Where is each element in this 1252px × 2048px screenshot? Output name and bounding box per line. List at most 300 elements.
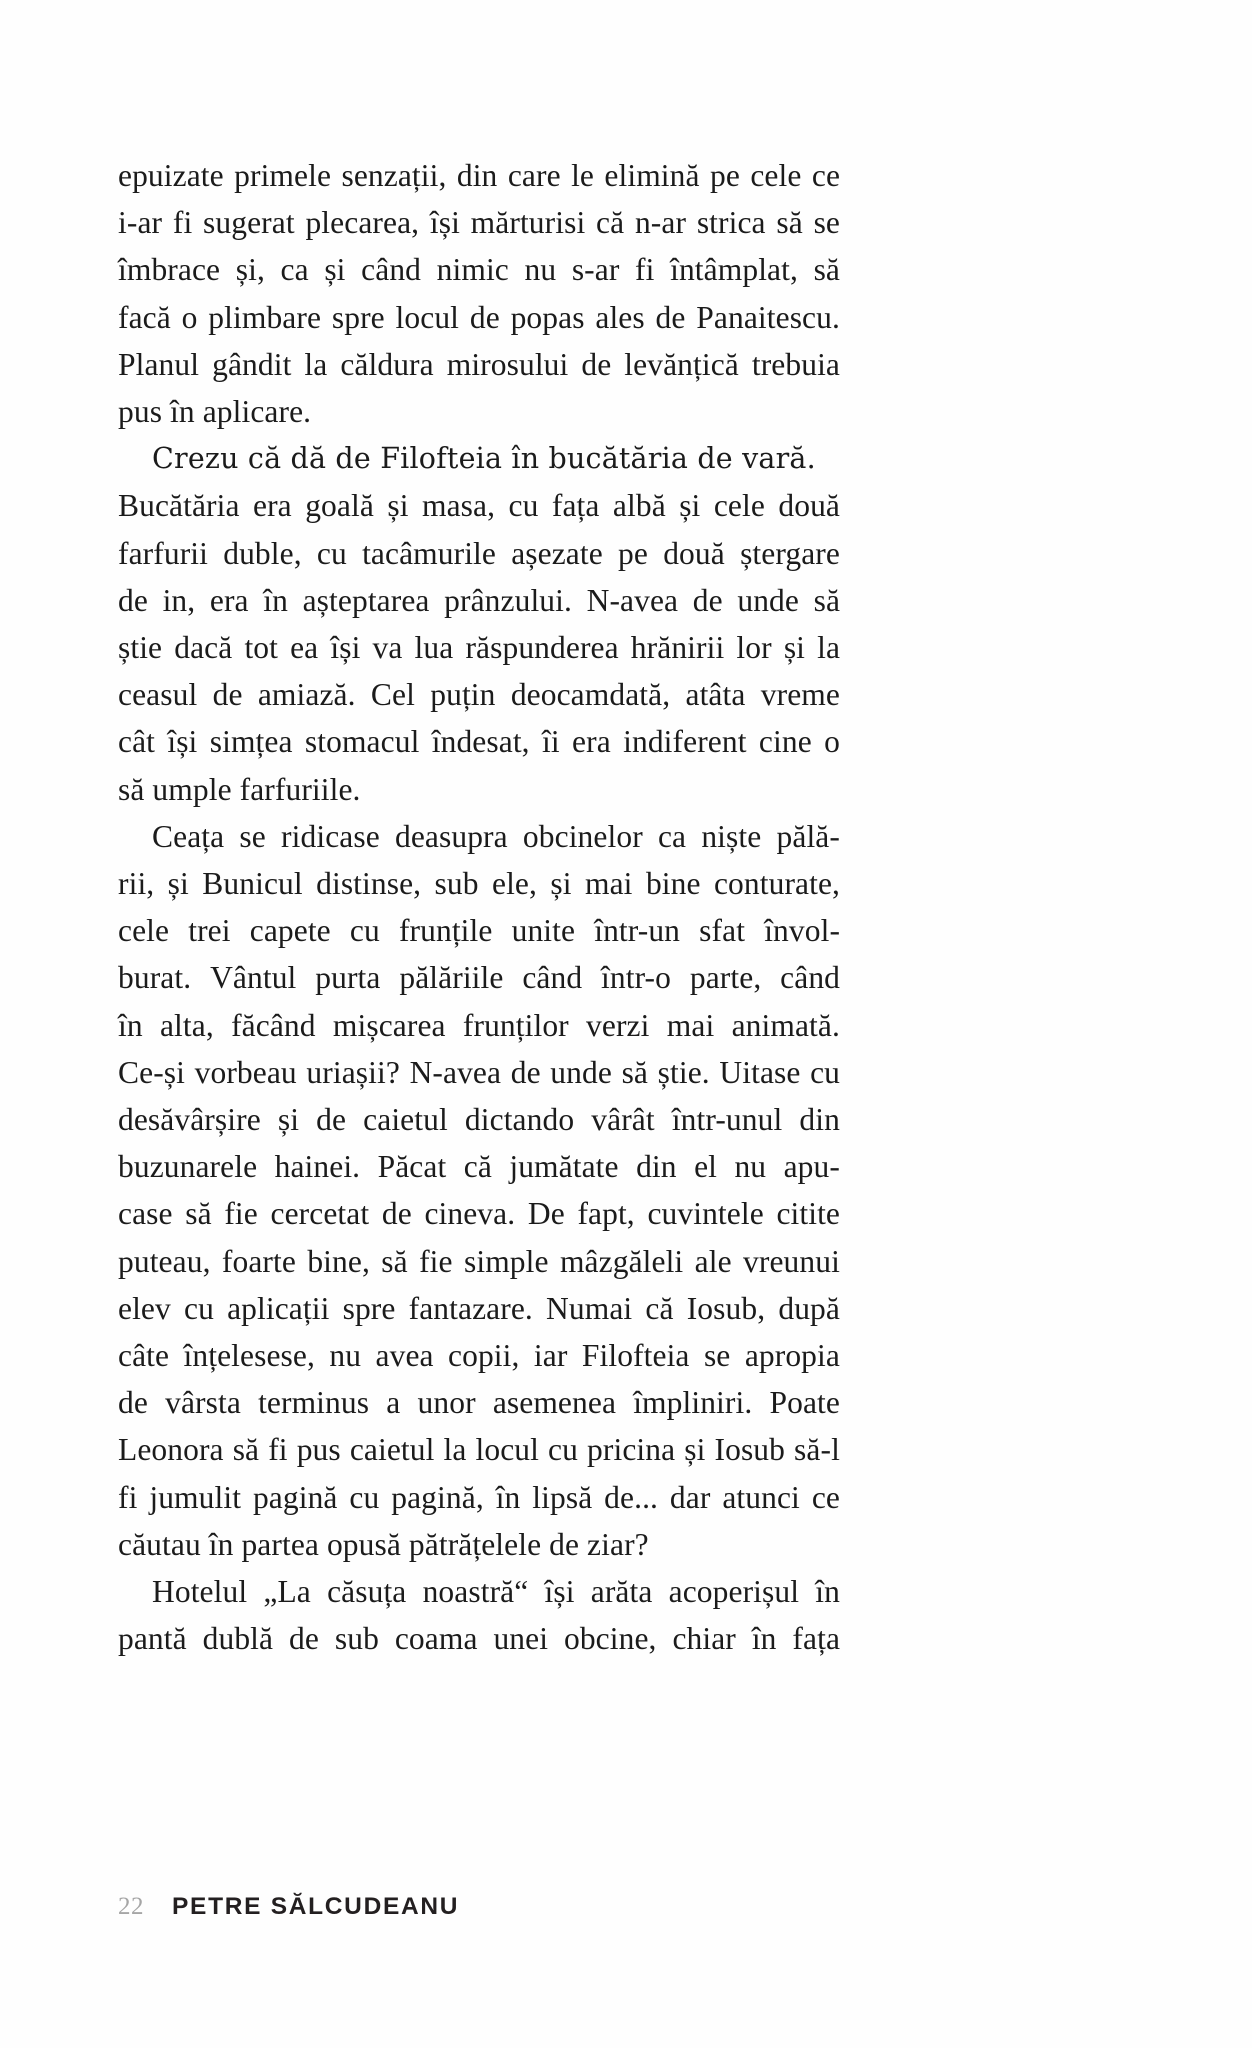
- word: buzunarele: [118, 1149, 258, 1185]
- word-space: [249, 577, 264, 624]
- word-space: [295, 199, 306, 246]
- word: să: [185, 1196, 212, 1232]
- word: fața: [792, 1621, 841, 1657]
- word-space: [515, 1190, 528, 1237]
- word-space: [541, 1049, 551, 1096]
- word-space: [572, 860, 585, 907]
- word-space: [240, 482, 253, 529]
- word: și: [277, 1102, 300, 1138]
- word: cine: [758, 724, 812, 760]
- word: caietul: [363, 1102, 448, 1138]
- word: cercetat: [270, 1196, 370, 1232]
- word: o: [181, 299, 198, 335]
- word: într-un: [594, 913, 681, 949]
- word: îi: [541, 724, 560, 760]
- word-space: [752, 1379, 769, 1426]
- word: N-avea: [586, 582, 679, 618]
- word: spre: [342, 1290, 396, 1326]
- word: cu: [810, 1054, 841, 1090]
- text-line: [118, 718, 840, 765]
- word: apu-: [783, 1149, 840, 1185]
- word: noastră“: [422, 1574, 529, 1610]
- word-space: [155, 718, 167, 765]
- word-space: [508, 813, 523, 860]
- word: Iosub: [714, 1432, 785, 1468]
- word-space: [700, 482, 713, 529]
- word-space: [666, 482, 679, 529]
- word: mai: [666, 1007, 715, 1043]
- word-space: [316, 1002, 333, 1049]
- text-line: [118, 1285, 840, 1332]
- word-space: [520, 1332, 534, 1379]
- word-space: [772, 624, 784, 671]
- word: la: [443, 1432, 467, 1468]
- word: și: [550, 866, 572, 902]
- word: cuvintele: [647, 1196, 764, 1232]
- word: atâta: [685, 677, 746, 713]
- word: ridicase: [281, 818, 380, 854]
- word-space: [395, 1285, 408, 1332]
- word-space: [766, 1143, 783, 1190]
- body-text-column: [118, 152, 840, 1663]
- word: obcinelor: [522, 818, 643, 854]
- word: Filofteia: [581, 1338, 690, 1374]
- word-space: [360, 624, 372, 671]
- word: de: [381, 1196, 412, 1232]
- word: capete: [249, 913, 331, 949]
- word: de: [316, 1102, 347, 1138]
- word: să-l: [794, 1432, 840, 1468]
- word-space: [710, 1049, 720, 1096]
- word: primele: [234, 158, 332, 193]
- word-space: [318, 624, 330, 671]
- word: căsuța: [327, 1574, 407, 1610]
- word: jumătate: [509, 1149, 619, 1185]
- text-line: [118, 341, 840, 388]
- word: ele,: [492, 866, 537, 902]
- word: stomacul: [304, 724, 420, 760]
- word-space: [565, 1190, 578, 1237]
- word-space: [740, 152, 750, 199]
- word-space: [380, 813, 395, 860]
- word-space: [705, 1426, 714, 1473]
- word: rii,: [118, 866, 155, 902]
- word-space: [293, 718, 305, 765]
- word-space: [329, 1285, 342, 1332]
- word-space: [800, 1474, 812, 1521]
- word-space: [148, 1379, 165, 1426]
- word: așteptarea: [302, 582, 430, 618]
- word-space: [195, 577, 210, 624]
- word: hainei.: [274, 1149, 361, 1185]
- word: prânzului.: [444, 582, 572, 618]
- word-space: [701, 860, 714, 907]
- word: întâmplat,: [670, 252, 798, 288]
- word-space: [241, 1379, 258, 1426]
- word: goală: [305, 488, 374, 524]
- word-space: [309, 246, 325, 293]
- word: case: [118, 1196, 173, 1232]
- word-space: [191, 954, 210, 1001]
- word: de: [289, 1621, 319, 1657]
- paragraph-indent: [118, 813, 152, 860]
- word: Panaitescu.: [696, 299, 840, 335]
- text-line: [118, 1332, 840, 1379]
- word-space: [453, 1238, 464, 1285]
- word: și: [324, 252, 346, 288]
- word: s-ar: [571, 252, 620, 288]
- word: lua: [414, 630, 454, 666]
- text-line: [118, 1615, 840, 1662]
- word-space: [331, 907, 350, 954]
- word-space: [446, 1002, 463, 1049]
- word: în: [751, 1621, 777, 1657]
- word: cu: [316, 535, 347, 571]
- word-space: [501, 1049, 511, 1096]
- word: jumulit: [149, 1479, 242, 1515]
- word-space: [650, 1002, 667, 1049]
- word-space: [632, 1285, 645, 1332]
- word: purta: [315, 960, 381, 996]
- text-line: [118, 199, 840, 246]
- word: unite: [511, 913, 576, 949]
- word: masa,: [421, 488, 496, 524]
- running-head-author: PETRE SĂLCUDEANU: [172, 1893, 460, 1920]
- word: conturate,: [713, 866, 841, 902]
- word: Iosub,: [686, 1290, 766, 1326]
- word-space: [736, 1615, 752, 1662]
- word-space: [611, 718, 623, 765]
- word-space: [803, 199, 814, 246]
- word-space: [243, 671, 258, 718]
- word-space: [419, 718, 431, 765]
- word: simple: [463, 1243, 549, 1279]
- word-space: [224, 1426, 233, 1473]
- word: de: [581, 346, 612, 382]
- word-space: [400, 1049, 410, 1096]
- word-space: [594, 152, 604, 199]
- word: vârsta: [165, 1385, 241, 1421]
- word: se: [703, 1338, 731, 1374]
- word: fi: [172, 205, 193, 241]
- word-space: [311, 1568, 327, 1615]
- word-space: [231, 907, 250, 954]
- word: N-avea: [409, 1054, 502, 1090]
- word-space: [224, 813, 239, 860]
- word-space: [208, 530, 223, 577]
- text-line: [118, 1190, 840, 1237]
- word: dublă: [202, 1621, 274, 1657]
- word-space: [619, 624, 631, 671]
- word-space: [360, 1143, 377, 1190]
- word-space: [278, 624, 290, 671]
- word: Numai: [546, 1290, 633, 1326]
- word-space: [538, 482, 551, 529]
- word-space: [185, 1049, 195, 1096]
- text-line: [118, 860, 840, 907]
- word: de: [469, 299, 500, 335]
- word: într-unul: [671, 1102, 783, 1138]
- word: fie: [419, 1243, 453, 1279]
- word: parte,: [689, 960, 762, 996]
- word: Planul: [118, 346, 200, 382]
- word-space: [723, 577, 738, 624]
- word-space: [406, 1568, 422, 1615]
- word-space: [315, 1332, 329, 1379]
- word: și: [167, 866, 189, 902]
- word-space: [585, 294, 596, 341]
- word-space: [224, 152, 234, 199]
- word-space: [173, 1190, 186, 1237]
- word: puteau,: [118, 1243, 211, 1279]
- word: după: [778, 1290, 840, 1326]
- word-space: [434, 1426, 443, 1473]
- word-space: [643, 813, 658, 860]
- word: puțin: [430, 677, 496, 713]
- text-line: [118, 1474, 840, 1521]
- word: indiferent: [623, 724, 747, 760]
- word-space: [799, 1568, 815, 1615]
- word-space: [528, 1568, 544, 1615]
- text-line: [118, 1143, 840, 1190]
- word: Bunicul: [202, 866, 303, 902]
- text-line: [118, 671, 840, 718]
- word: în: [118, 1007, 143, 1043]
- word: Ceața: [152, 818, 225, 854]
- text-line: pus în aplicare.: [118, 394, 312, 430]
- word: elev: [118, 1290, 171, 1326]
- word-space: [292, 482, 305, 529]
- word-space: [421, 246, 437, 293]
- word: să: [813, 582, 841, 618]
- word-space: [374, 482, 387, 529]
- word: să: [381, 1243, 408, 1279]
- word-space: [745, 671, 760, 718]
- word-space: [198, 294, 209, 341]
- text-line: [118, 1238, 840, 1285]
- word-space: [714, 1002, 731, 1049]
- word: „La: [263, 1574, 311, 1610]
- word-space: [496, 671, 511, 718]
- word: cele: [713, 488, 765, 524]
- word-space: [592, 1474, 604, 1521]
- word-space: [812, 718, 824, 765]
- text-line: [118, 954, 840, 1001]
- word: unor: [417, 1385, 476, 1421]
- text-line: [118, 1426, 840, 1473]
- word-space: [648, 530, 663, 577]
- text-line: [118, 1379, 840, 1426]
- word-space: [657, 1615, 673, 1662]
- word-space: [412, 1190, 425, 1237]
- text-line: [118, 813, 840, 860]
- word: senzații,: [341, 158, 447, 193]
- word: ca: [280, 252, 309, 288]
- word: de: [212, 677, 243, 713]
- word: duble,: [223, 535, 302, 571]
- word-space: [409, 482, 422, 529]
- word: apropia: [744, 1338, 840, 1374]
- word: deasupra: [394, 818, 508, 854]
- word-space: [319, 1615, 335, 1662]
- word-space: [148, 577, 163, 624]
- word-space: [658, 1474, 670, 1521]
- word: își: [429, 205, 460, 241]
- word-space: [568, 341, 581, 388]
- word-space: [479, 860, 492, 907]
- word-space: [503, 954, 522, 1001]
- word: n-ar: [634, 205, 687, 241]
- word: arăta: [590, 1574, 653, 1610]
- word-space: [199, 341, 212, 388]
- word-space: [214, 1002, 231, 1049]
- word: frunțile: [398, 913, 493, 949]
- word-space: [717, 1143, 734, 1190]
- word: mai: [585, 866, 633, 902]
- word: animată.: [731, 1007, 840, 1043]
- word-space: [266, 813, 281, 860]
- word-space: [321, 294, 332, 341]
- word: ce: [811, 1479, 840, 1515]
- word: albă: [612, 488, 666, 524]
- word-space: [361, 1332, 375, 1379]
- word-space: [459, 294, 470, 341]
- word-space: [212, 1190, 225, 1237]
- word-space: [296, 954, 315, 1001]
- word: că: [463, 1149, 492, 1185]
- word-space: [533, 1285, 546, 1332]
- word-space: [582, 954, 601, 1001]
- word: în: [263, 582, 288, 618]
- word-space: [645, 294, 656, 341]
- word-space: [674, 1285, 687, 1332]
- word: uriașii?: [306, 1054, 400, 1090]
- word-space: [537, 860, 550, 907]
- word: vreme: [760, 677, 840, 713]
- word: bine: [645, 866, 701, 902]
- word-space: [686, 813, 701, 860]
- word: cât: [118, 724, 156, 760]
- word-space: [400, 1379, 417, 1426]
- word-space: [346, 246, 362, 293]
- word: in,: [162, 582, 196, 618]
- word: își: [330, 630, 361, 666]
- word: își: [544, 1574, 575, 1610]
- word-space: [500, 294, 511, 341]
- word-space: [379, 1474, 391, 1521]
- word: obcine,: [563, 1621, 657, 1657]
- word-space: [710, 1474, 722, 1521]
- text-line: [118, 482, 840, 529]
- word: înțelesese,: [183, 1338, 315, 1374]
- word-space: [585, 199, 596, 246]
- word-space: [415, 671, 430, 718]
- word-space: [341, 1426, 350, 1473]
- text-line: să umple farfuriile.: [118, 771, 361, 807]
- text-line: Crezu că dă de Filofteia în bucătăria de vară.: [152, 442, 816, 476]
- word: două: [778, 488, 841, 524]
- word: mâzgăleli: [559, 1243, 684, 1279]
- word: când: [522, 960, 583, 996]
- word-space: [273, 1615, 289, 1662]
- word: hrănirii: [630, 630, 725, 666]
- word: de...: [604, 1479, 659, 1515]
- word-space: [331, 152, 341, 199]
- word-space: [299, 1096, 316, 1143]
- word: să: [813, 252, 841, 288]
- word: trei: [188, 913, 231, 949]
- word: pantă: [118, 1621, 187, 1657]
- word: să: [232, 1432, 260, 1468]
- word: pagină: [252, 1479, 338, 1515]
- word-space: [171, 294, 182, 341]
- word: ca: [657, 818, 687, 854]
- word: fi: [118, 1479, 138, 1515]
- word-space: [724, 624, 736, 671]
- word-space: [578, 1426, 587, 1473]
- word: burat.: [118, 960, 192, 996]
- word-space: [478, 1615, 494, 1662]
- word-space: [356, 671, 371, 718]
- word: nu: [329, 1338, 362, 1374]
- word-space: [652, 1568, 668, 1615]
- word: simțea: [209, 724, 293, 760]
- word-space: [745, 907, 764, 954]
- word: unde: [550, 1054, 612, 1090]
- word: va: [372, 630, 403, 666]
- word: era: [572, 724, 611, 760]
- word-space: [635, 1190, 648, 1237]
- word: trebuia: [751, 346, 841, 382]
- word-space: [798, 246, 814, 293]
- word: o: [824, 724, 840, 760]
- page-footer: [118, 1893, 840, 1921]
- word-space: [241, 1474, 253, 1521]
- word: care: [507, 158, 561, 193]
- word-space: [648, 1049, 658, 1096]
- word: făcând: [231, 1007, 316, 1043]
- word: din: [456, 158, 498, 193]
- word-space: [685, 294, 696, 341]
- text-line: [118, 624, 840, 671]
- word: farfurii: [118, 535, 208, 571]
- text-line: căutau în partea opusă pătrățelele de ziar?: [118, 1526, 649, 1562]
- word-space: [288, 1426, 297, 1473]
- word-space: [291, 341, 304, 388]
- word: și: [684, 1432, 706, 1468]
- word-space: [220, 246, 236, 293]
- word-space: [782, 1096, 799, 1143]
- word-space: [492, 1143, 509, 1190]
- word: cu: [548, 1432, 578, 1468]
- word: mărturisi: [470, 205, 586, 241]
- word-space: [777, 1615, 793, 1662]
- word-space: [496, 530, 511, 577]
- word: niște: [701, 818, 762, 854]
- word: ale: [694, 1243, 732, 1279]
- word: și: [783, 630, 806, 666]
- word-space: [408, 1238, 419, 1285]
- word-space: [484, 1474, 496, 1521]
- word: fie: [224, 1196, 258, 1232]
- word: răspunderea: [465, 630, 619, 666]
- word: amiază.: [257, 677, 356, 713]
- word: să: [776, 205, 803, 241]
- word: câte: [118, 1338, 170, 1374]
- word-space: [448, 1096, 465, 1143]
- word: Poate: [769, 1385, 840, 1421]
- word: plecarea,: [305, 205, 420, 241]
